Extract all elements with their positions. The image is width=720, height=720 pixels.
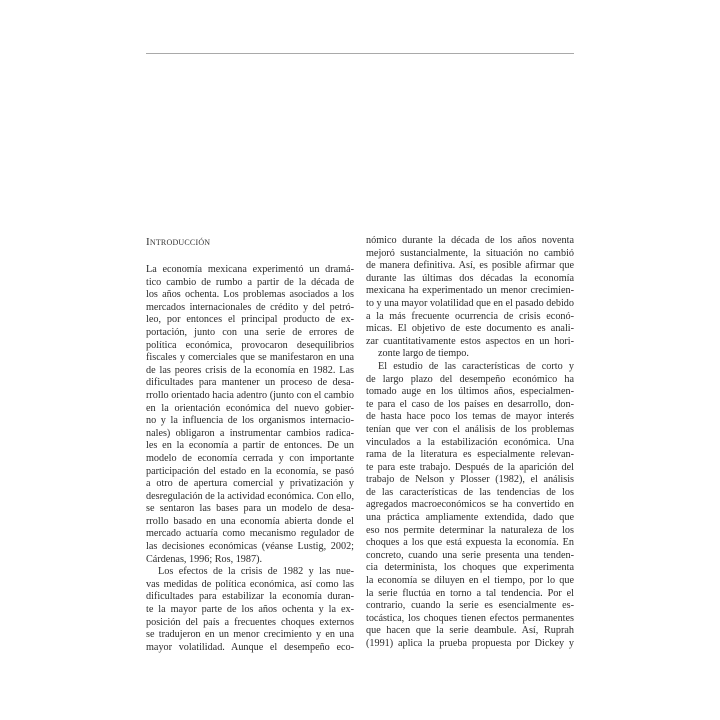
- text-line: mejoró sustancialmente, la situación no cambió: [366, 247, 574, 259]
- text-line: La economía mexicana experimentó un dramá-: [146, 264, 354, 275]
- text-line: a la más frecuente ocurrencia de crisis econó-: [366, 310, 574, 322]
- text-line: fiscales y comerciales que se manifestaron en una: [146, 352, 354, 364]
- text-line: modelo de economía cerrada y con importante: [146, 452, 354, 464]
- text-line: que hacen que la serie deambule. Así, Ruprah: [366, 625, 574, 637]
- text-line: se sentaron las bases para un modelo de desa-: [146, 503, 354, 515]
- text-line: choques a los que está expuesta la economía. En: [366, 537, 574, 549]
- text-line: les en la economía a partir de entonces. De un: [146, 440, 354, 452]
- text-line: vinculados a la estabilización económica. Una: [366, 436, 574, 448]
- text-line: de largo plazo del desempeño económico ha: [366, 373, 574, 385]
- text-line: mexicana ha experimentado un menor crecimien-: [366, 285, 574, 297]
- text-line: tico cambio de rumbo a partir de la década de: [146, 276, 354, 288]
- text-line: vas medidas de política económica, así como las: [146, 578, 354, 590]
- text-line: la economía se diluyen en el tiempo, por lo que: [366, 575, 574, 587]
- text-line: El estudio de las características de corto y: [378, 360, 574, 372]
- text-line: de manera definitiva. Así, es posible afirmar que: [366, 260, 574, 272]
- text-line: te para el caso de los países en desarrollo, don-: [366, 398, 574, 410]
- text-line: concreto, cuando una serie presenta una tenden-: [366, 549, 574, 561]
- text-line: desregulación de la actividad económica. Con ello,: [146, 490, 354, 502]
- text-line: dificultades para estabilizar la economía duran-: [146, 591, 354, 603]
- text-line: cia determinista, los choques que experimenta: [366, 562, 574, 574]
- section-heading: Introducción: [146, 236, 211, 248]
- text-line: política económica, provocaron desequilibrios: [146, 339, 354, 351]
- text-line: posición del país a frecuentes choques externos: [146, 616, 354, 628]
- text-line: los años ochenta. Los problemas asociados a los: [146, 289, 354, 301]
- text-line: tenían que ver con el análisis de los problemas: [366, 423, 574, 435]
- text-line: tocástica, los choques tienen efectos permanentes: [366, 612, 574, 624]
- text-line: la serie fluctúa en torno a tal tendencia. Por el: [366, 587, 574, 599]
- text-line: contrario, cuando la serie es esencialmente es-: [366, 600, 574, 612]
- text-line: zonte largo de tiempo.: [378, 348, 469, 360]
- text-line: de las características de las tendencias de los: [366, 486, 574, 498]
- text-line: las decisiones económicas (véanse Lustig, 2002;: [146, 541, 354, 553]
- text-line: de hasta hace poco los temas de mayor interés: [366, 411, 574, 423]
- text-line: micas. El objetivo de este documento es anali-: [366, 323, 574, 335]
- text-line: te para este trabajo. Después de la aparición del: [366, 461, 574, 473]
- left-column-text: [146, 264, 354, 654]
- text-line: trabajo de Nelson y Plosser (1982), el análisis: [366, 474, 574, 486]
- text-line: rrollo orientado hacia adentro (junto con el cambio: [146, 389, 354, 401]
- text-line: no y la influencia de los organismos internacio-: [146, 415, 354, 427]
- text-line: leo, por entonces el principal producto de ex-: [146, 314, 354, 326]
- text-line: nales) obligaron a instrumentar cambios radica-: [146, 427, 354, 439]
- text-line: Los efectos de la crisis de 1982 y las nue-: [158, 566, 354, 578]
- text-line: agregados macroeconómicos se ha convertido en: [366, 499, 574, 511]
- text-line: mercados internacionales de crédito y del petró-: [146, 301, 354, 313]
- right-column-text: [366, 235, 574, 651]
- text-line: te la mayor parte de los años ochenta y la ex-: [146, 604, 354, 616]
- text-line: tomado auge en los últimos años, especialmen-: [366, 386, 574, 398]
- text-line: eso nos permite determinar la naturaleza de los: [366, 524, 574, 536]
- text-line: de las peores crisis de la economía en 1982. Las: [146, 364, 354, 376]
- text-line: mayor volatilidad. Aunque el desempeño eco-: [146, 641, 354, 653]
- text-line: rama de la literatura es especialmente relevan-: [366, 449, 574, 461]
- text-line: mercado actuaría como mecanismo regulador de: [146, 528, 354, 540]
- text-line: (1991) aplica la prueba propuesta por Dickey y: [366, 638, 574, 649]
- text-line: durante las últimas dos décadas la economía: [366, 272, 574, 284]
- text-line: to y una mayor volatilidad que en el pasado debido: [366, 297, 574, 309]
- text-line: rrollo basado en una economía abierta donde el: [146, 515, 354, 527]
- header-rule: [146, 53, 574, 54]
- text-line: nómico durante la década de los años noventa: [366, 235, 574, 246]
- text-line: participación del estado en la economía, se pasó: [146, 465, 354, 477]
- text-line: se tradujeron en un menor crecimiento y en una: [146, 629, 354, 641]
- text-line: en la orientación económica del nuevo gobier-: [146, 402, 354, 414]
- text-line: zar cuantitativamente estos aspectos en un hori-: [366, 335, 574, 347]
- text-line: portación, junto con una serie de errores de: [146, 326, 354, 338]
- text-line: Cárdenas, 1996; Ros, 1987).: [146, 553, 263, 565]
- text-line: a otro de apertura comercial y privatización y: [146, 478, 354, 490]
- text-line: dificultades para mantener un proceso de desa-: [146, 377, 354, 389]
- text-line: una práctica ampliamente extendida, dado que: [366, 512, 574, 524]
